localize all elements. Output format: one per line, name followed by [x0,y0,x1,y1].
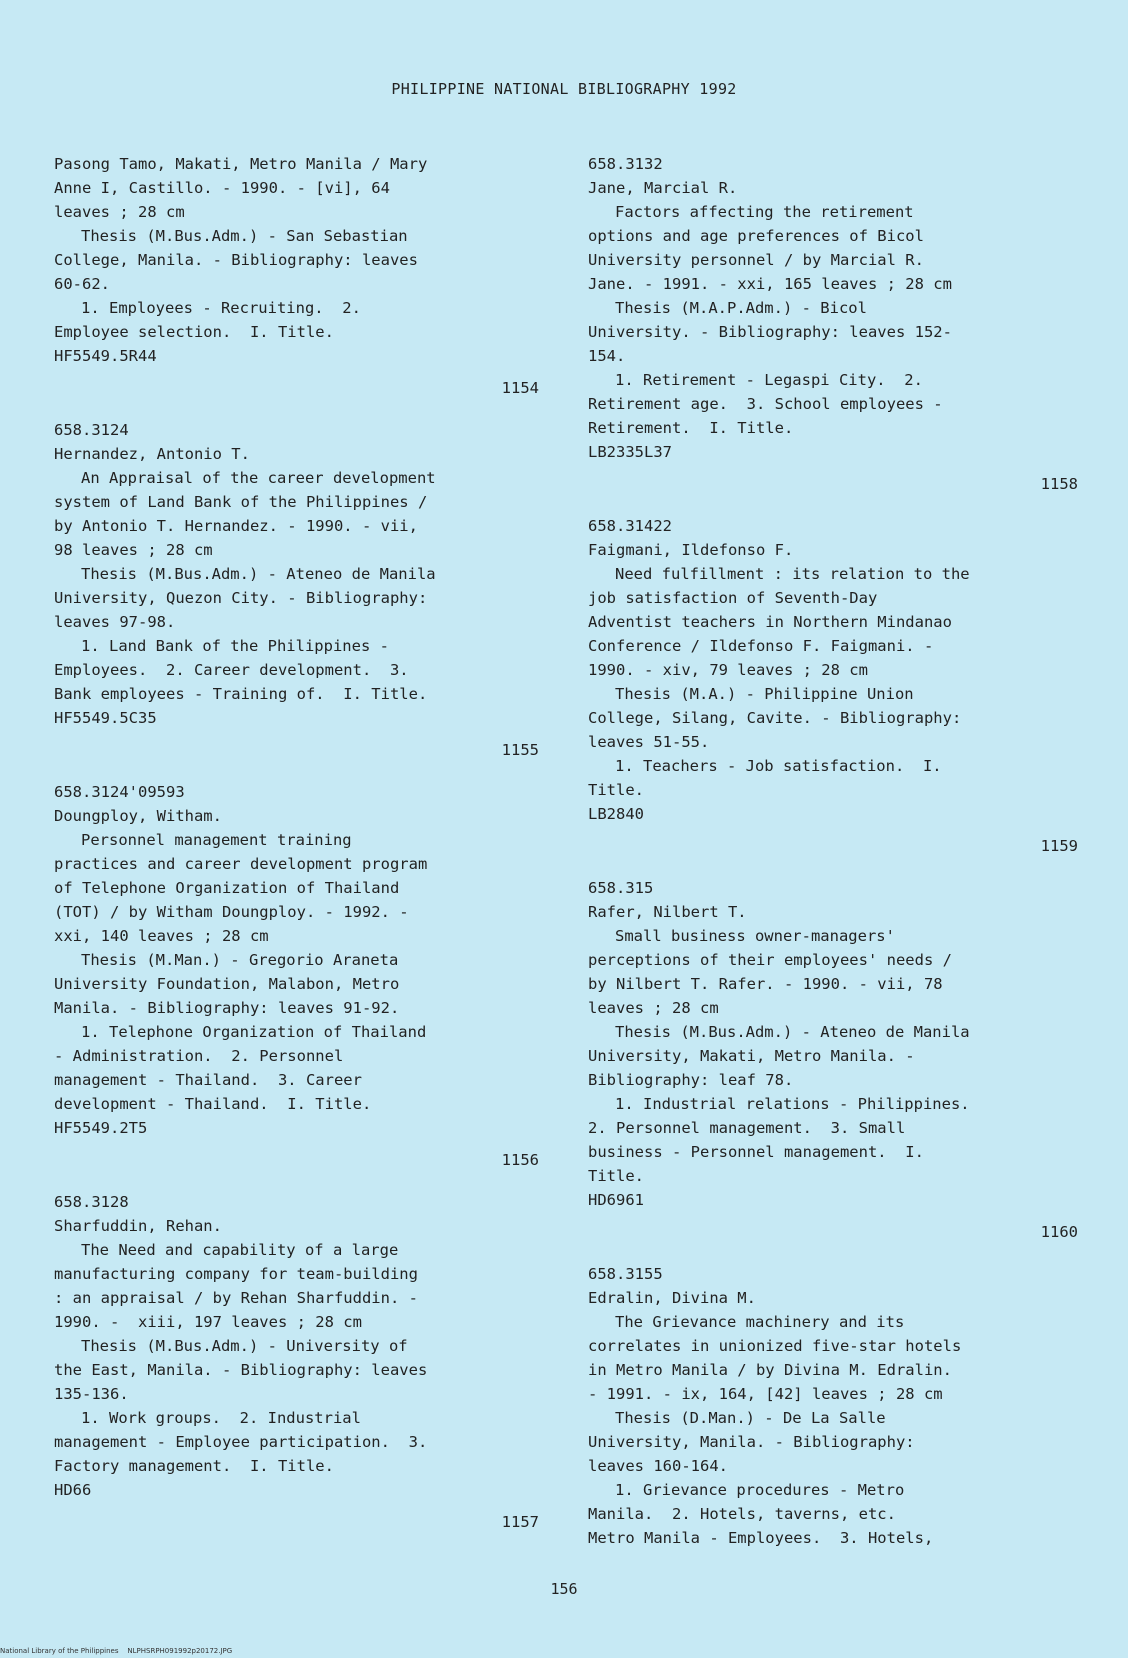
subject-headings: management - Employee participation. 3. [54,1433,428,1451]
thesis-note: leaves 97-98. [54,613,176,631]
thesis-note: leaves 160-164. [588,1457,728,1475]
entry-1157 [54,1190,539,1534]
title-statement: leaves ; 28 cm [588,999,719,1017]
entry-1154 [54,152,539,400]
title-statement: University personnel / by Marcial R. [588,251,924,269]
call-number: HF5549.2T5 [54,1119,148,1137]
thesis-note: University, Makati, Metro Manila. - [588,1047,915,1065]
scan-footer: National Library of the Philippines NLPHSRPH091992p20172.JPG [0,1647,233,1655]
left-column [54,152,539,1552]
subject-headings: 1. Land Bank of the Philippines - [81,637,389,655]
subject-headings: Employee selection. I. Title. [54,323,334,341]
page-number: 156 [550,1580,578,1598]
title-statement: by Nilbert T. Rafer. - 1990. - vii, 78 [588,975,943,993]
title-statement: practices and career development program [54,855,428,873]
subject-headings: 1. Employees - Recruiting. 2. [81,299,361,317]
subject-headings: development - Thailand. I. Title. [54,1095,372,1113]
thesis-note: leaves 51-55. [588,733,710,751]
call-number: HF5549.5C35 [54,709,157,727]
class-number: 658.315 [588,879,654,897]
entry-number: 1158 [1040,475,1078,493]
title-statement: (TOT) / by Witham Doungploy. - 1992. - [54,903,409,921]
thesis-note: the East, Manila. - Bibliography: leaves [54,1361,428,1379]
thesis-note: 60-62. [54,275,110,293]
thesis-note: Thesis (D.Man.) - De La Salle [615,1409,886,1427]
thesis-note: College, Manila. - Bibliography: leaves [54,251,418,269]
title-statement: : an appraisal / by Rehan Sharfuddin. - [54,1289,418,1307]
class-number: 658.3155 [588,1265,663,1283]
title-statement: Conference / Ildefonso F. Faigmani. - [588,637,934,655]
entry-number: 1160 [1040,1223,1078,1241]
thesis-note: Thesis (M.A.P.Adm.) - Bicol [615,299,867,317]
title-statement: Factors affecting the retirement [615,203,914,221]
entry-1159 [588,514,1078,858]
thesis-note: Thesis (M.Bus.Adm.) - University of [81,1337,408,1355]
title-statement: system of Land Bank of the Philippines / [54,493,428,511]
title-statement: The Need and capability of a large [81,1241,399,1259]
author: Edralin, Divina M. [588,1289,756,1307]
subject-headings: management - Thailand. 3. Career [54,1071,362,1089]
title-statement: by Antonio T. Hernandez. - 1990. - vii, [54,517,418,535]
call-number: HD6961 [588,1191,644,1209]
subject-headings: 1. Industrial relations - Philippines. [615,1095,970,1113]
class-number: 658.31422 [588,517,672,535]
entry-number: 1155 [501,741,539,759]
subject-headings: 1. Grievance procedures - Metro [615,1481,905,1499]
title-statement: in Metro Manila / by Divina M. Edralin. [588,1361,952,1379]
entry-line: Anne I, Castillo. - 1990. - [vi], 64 [54,179,390,197]
entry-number: 1156 [501,1151,539,1169]
entry-line: leaves ; 28 cm [54,203,185,221]
title-statement: xxi, 140 leaves ; 28 cm [54,927,269,945]
page-header: PHILIPPINE NATIONAL BIBLIOGRAPHY 1992 [391,80,737,98]
thesis-note: Thesis (M.Bus.Adm.) - Ateneo de Manila [81,565,436,583]
entry-1161 [588,1262,1078,1550]
thesis-note: Manila. - Bibliography: leaves 91-92. [54,999,400,1017]
thesis-note: Thesis (M.A.) - Philippine Union [615,685,914,703]
entry-number: 1157 [501,1513,539,1531]
subject-headings: business - Personnel management. I. [588,1143,924,1161]
title-statement: job satisfaction of Seventh-Day [588,589,878,607]
thesis-note: 135-136. [54,1385,129,1403]
entry-number: 1154 [501,379,539,397]
thesis-note: University, Manila. - Bibliography: [588,1433,915,1451]
subject-headings: - Administration. 2. Personnel [54,1047,344,1065]
subject-headings: Factory management. I. Title. [54,1457,334,1475]
title-statement: - 1991. - ix, 164, [42] leaves ; 28 cm [588,1385,943,1403]
thesis-note: Bibliography: leaf 78. [588,1071,794,1089]
author: Sharfuddin, Rehan. [54,1217,222,1235]
subject-headings: 2. Personnel management. 3. Small [588,1119,906,1137]
class-number: 658.3124'09593 [54,783,185,801]
thesis-note: University. - Bibliography: leaves 152- [588,323,952,341]
author: Rafer, Nilbert T. [588,903,747,921]
author: Hernandez, Antonio T. [54,445,250,463]
title-statement: Small business owner-managers' [615,927,895,945]
entry-number: 1159 [1040,837,1078,855]
title-statement: correlates in unionized five-star hotels [588,1337,962,1355]
author: Jane, Marcial R. [588,179,738,197]
title-statement: Personnel management training [81,831,352,849]
title-statement: of Telephone Organization of Thailand [54,879,400,897]
entry-1156 [54,780,539,1172]
thesis-note: Thesis (M.Bus.Adm.) - Ateneo de Manila [615,1023,970,1041]
entry-line: Pasong Tamo, Makati, Metro Manila / Mary [54,155,428,173]
subject-headings: Title. [588,781,644,799]
subject-headings: Bank employees - Training of. I. Title. [54,685,428,703]
thesis-note: University Foundation, Malabon, Metro [54,975,400,993]
subject-headings: 1. Retirement - Legaspi City. 2. [615,371,923,389]
title-statement: 1990. - xiv, 79 leaves ; 28 cm [588,661,868,679]
subject-headings: 1. Teachers - Job satisfaction. I. [615,757,942,775]
title-statement: The Grievance machinery and its [615,1313,905,1331]
call-number: LB2840 [588,805,644,823]
title-statement: perceptions of their employees' needs / [588,951,952,969]
thesis-note: University, Quezon City. - Bibliography: [54,589,428,607]
title-statement: manufacturing company for team-building [54,1265,418,1283]
thesis-note: 154. [588,347,626,365]
call-number: HD66 [54,1481,92,1499]
author: Faigmani, Ildefonso F. [588,541,794,559]
thesis-note: College, Silang, Cavite. - Bibliography: [588,709,962,727]
class-number: 658.3132 [588,155,663,173]
call-number: HF5549.5R44 [54,347,157,365]
thesis-note: Thesis (M.Man.) - Gregorio Araneta [81,951,399,969]
call-number: LB2335L37 [588,443,672,461]
entry-1160 [588,876,1078,1244]
title-statement: Need fulfillment : its relation to the [615,565,970,583]
class-number: 658.3124 [54,421,129,439]
entry-1155 [54,418,539,762]
subject-headings: Metro Manila - Employees. 3. Hotels, [588,1529,934,1547]
subject-headings: 1. Telephone Organization of Thailand [81,1023,427,1041]
author: Doungploy, Witham. [54,807,222,825]
subject-headings: Retirement. I. Title. [588,419,794,437]
class-number: 658.3128 [54,1193,129,1211]
title-statement: 1990. - xiii, 197 leaves ; 28 cm [54,1313,362,1331]
title-statement: 98 leaves ; 28 cm [54,541,213,559]
subject-headings: Manila. 2. Hotels, taverns, etc. [588,1505,896,1523]
subject-headings: 1. Work groups. 2. Industrial [81,1409,361,1427]
title-statement: options and age preferences of Bicol [588,227,924,245]
title-statement: An Appraisal of the career development [81,469,436,487]
subject-headings: Employees. 2. Career development. 3. [54,661,409,679]
thesis-note: Thesis (M.Bus.Adm.) - San Sebastian [81,227,408,245]
right-column [588,152,1078,1550]
entry-1158 [588,152,1078,496]
title-statement: Jane. - 1991. - xxi, 165 leaves ; 28 cm [588,275,952,293]
title-statement: Adventist teachers in Northern Mindanao [588,613,952,631]
subject-headings: Title. [588,1167,644,1185]
subject-headings: Retirement age. 3. School employees - [588,395,943,413]
